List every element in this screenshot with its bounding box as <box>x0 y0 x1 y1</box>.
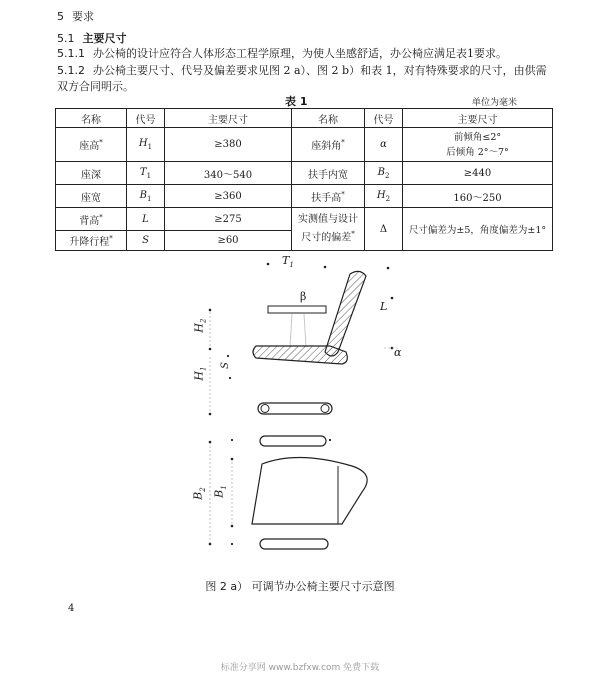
table-row: 座高* $H_1$ ≥380 座斜角* α 前倾角≤2° 后倾角 2°～7° <box>56 128 553 162</box>
dim-point <box>231 525 234 528</box>
armrest-bottom-view <box>260 539 328 549</box>
header-code: 代号 <box>127 109 165 128</box>
dim-point <box>209 309 212 312</box>
table-unit: 单位为毫米 <box>472 98 518 108</box>
roller-end <box>261 405 269 413</box>
backrest <box>325 271 366 356</box>
dim-point <box>267 263 270 266</box>
dim-point <box>231 439 233 441</box>
clause-5-1-2-cont: 双方合同明示。 <box>57 80 134 93</box>
dim-point <box>231 543 233 545</box>
page-number: 4 <box>68 603 75 614</box>
table-header-row <box>56 109 553 128</box>
dim-point <box>329 439 331 441</box>
dim-point <box>209 543 212 546</box>
table-row: 座宽 $B_1$ ≥360 扶手高* $H_2$ 160～250 <box>56 185 553 208</box>
armrest-support <box>290 314 306 347</box>
dim-point <box>324 266 327 269</box>
table-row: 升降行程* S ≥60 <box>56 231 553 251</box>
table-row: 背高* L ≥275 实测值与设计 尺寸的偏差* Δ 尺寸偏差为±5，角度偏差为±1° <box>56 208 553 231</box>
figure-caption: 图 2 a） 可调节办公椅主要尺寸示意图 <box>205 580 395 593</box>
dim-point <box>209 441 212 444</box>
armrest-pad <box>268 306 326 313</box>
subsection-heading: 5.1 主要尺寸 <box>57 32 127 45</box>
roller-end <box>321 405 329 413</box>
label-t1: $T_1$ <box>282 254 294 270</box>
dim-point <box>227 355 229 357</box>
header-size: 主要尺寸 <box>165 109 292 128</box>
label-b2: $B_2$ <box>191 487 207 500</box>
clause-5-1-1: 5.1.1 办公椅的设计应符合人体形态工程学原理，为使人坐感舒适，办公椅应满足表1要求。 <box>57 47 507 60</box>
dim-point <box>209 413 212 416</box>
label-s: S <box>219 362 231 369</box>
header-size: 主要尺寸 <box>403 109 553 128</box>
header-name: 名称 <box>56 109 127 128</box>
section-heading: 5 要求 <box>57 10 94 23</box>
label-b1: $B_1$ <box>212 485 228 498</box>
label-h2: $H_2$ <box>192 318 208 333</box>
table-caption: 表 1 <box>285 95 308 108</box>
clause-5-1-2: 5.1.2 办公椅主要尺寸、代号及偏差要求见图 2 a）、图 2 b）和表 1，对有特殊要求的尺寸，由供需 <box>57 64 547 77</box>
header-name: 名称 <box>292 109 365 128</box>
label-beta: β <box>300 290 307 303</box>
label-h1: $H_1$ <box>192 366 208 381</box>
dim-point <box>391 297 394 300</box>
dim-point <box>231 458 234 461</box>
spec-table <box>55 108 553 251</box>
label-alpha: α <box>394 346 402 359</box>
header-code: 代号 <box>365 109 403 128</box>
seat-cushion <box>253 346 347 364</box>
armrest-top-view <box>260 436 326 446</box>
label-l: L <box>380 300 388 313</box>
dim-point <box>387 267 390 270</box>
dim-point <box>229 377 231 379</box>
dim-point <box>209 348 212 351</box>
table-row: 座深 $T_1$ 340～540 扶手内宽 $B_2$ ≥440 <box>56 162 553 185</box>
seat-top-view <box>252 457 367 524</box>
footer-watermark: 标准分享网 www.bzfxw.com 免费下载 <box>220 663 380 673</box>
